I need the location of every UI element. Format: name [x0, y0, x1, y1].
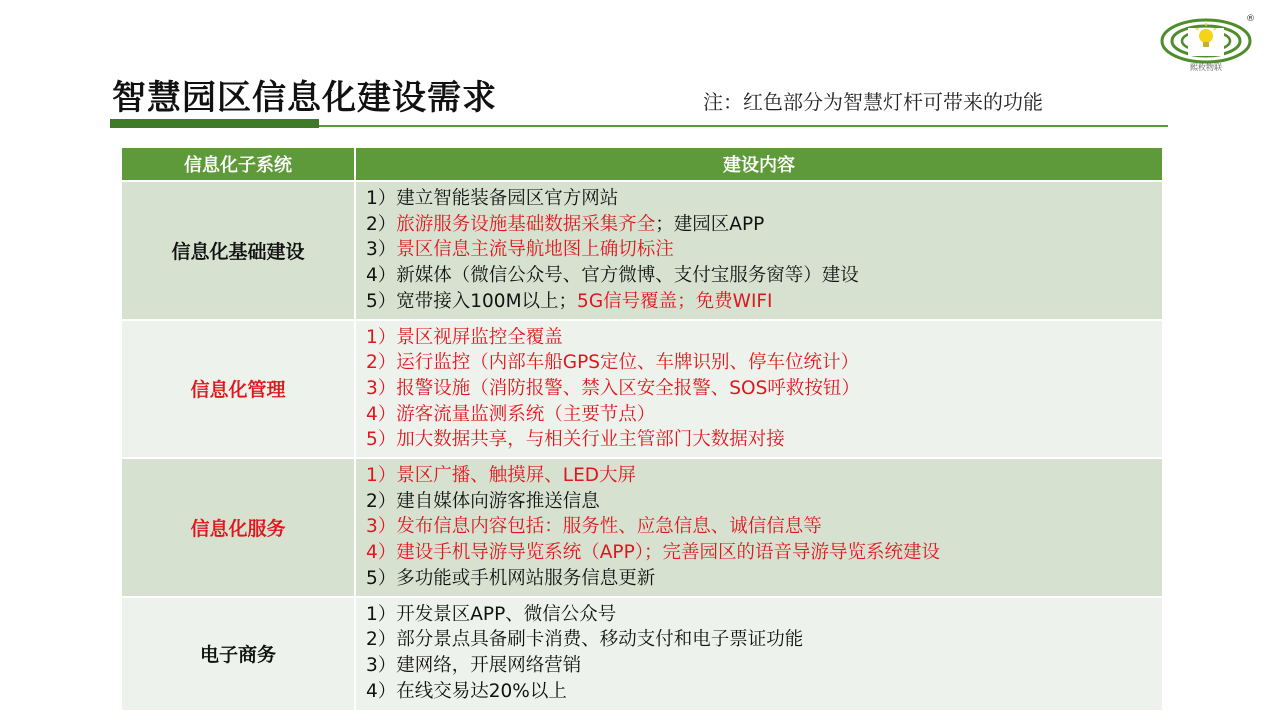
logo-text: 熙枚物联	[1190, 63, 1222, 72]
content-line	[366, 540, 1162, 566]
requirements-table	[120, 146, 1164, 712]
content-text: 4）新媒体（微信公众号、官方微博、支付宝服务窗等）建设	[366, 265, 859, 287]
title-accent-bar	[110, 119, 319, 128]
content-line	[366, 427, 1162, 453]
content-text: 景区信息主流导航地图上确切标注	[396, 239, 674, 261]
content-text: 4）游客流量监测系统（主要节点）	[366, 403, 656, 425]
content-text: 3）	[366, 239, 397, 261]
content-text: 1）开发景区APP、微信公众号	[366, 603, 617, 625]
content-text: 5）加大数据共享，与相关行业主管部门大数据对接	[366, 429, 785, 451]
page-title: 智慧园区信息化建设需求	[112, 78, 497, 118]
content-line	[366, 263, 1162, 289]
header-content: 建设内容	[355, 147, 1163, 181]
table-row	[121, 597, 1163, 711]
content-text: 2）运行监控（内部车船GPS定位、车牌识别、停车位统计）	[366, 352, 860, 374]
content-line	[366, 237, 1162, 263]
content-text: 1）景区视屏监控全覆盖	[366, 326, 563, 348]
subsystem-cell: 信息化服务	[121, 458, 355, 597]
content-text: 2）建自媒体向游客推送信息	[366, 490, 600, 512]
content-text: 1）景区广播、触摸屏、LED大屏	[366, 465, 637, 487]
content-text: 5）宽带接入100M以上；	[366, 290, 578, 312]
content-line	[366, 463, 1162, 489]
red-note: 注：红色部分为智慧灯杆可带来的功能	[703, 90, 1043, 114]
content-cell	[355, 181, 1163, 320]
header-subsystem: 信息化子系统	[121, 147, 355, 181]
content-text: 2）部分景点具备刷卡消费、移动支付和电子票证功能	[366, 629, 804, 651]
content-line	[366, 289, 1162, 315]
content-line	[366, 402, 1162, 428]
content-text: 旅游服务设施基础数据采集齐全	[396, 213, 656, 235]
content-line	[366, 627, 1162, 653]
content-line	[366, 186, 1162, 212]
content-line	[366, 679, 1162, 705]
table-row	[121, 458, 1163, 597]
content-line	[366, 212, 1162, 238]
content-text: 1）建立智能装备园区官方网站	[366, 188, 619, 209]
subsystem-cell: 电子商务	[121, 597, 355, 711]
content-line	[366, 566, 1162, 592]
subsystem-cell: 信息化管理	[121, 320, 355, 459]
content-cell	[355, 320, 1163, 459]
content-text: 3）建网络，开展网络营销	[366, 654, 582, 676]
table-row	[121, 320, 1163, 459]
table-row	[121, 181, 1163, 320]
content-text: 5G信号覆盖；免费WIFI	[577, 290, 773, 312]
table-header-row	[121, 147, 1163, 181]
content-line	[366, 376, 1162, 402]
content-line	[366, 489, 1162, 515]
content-line	[366, 653, 1162, 679]
content-text: 4）在线交易达20%以上	[366, 680, 567, 702]
content-text: 3）报警设施（消防报警、禁入区安全报警、SOS呼救按钮）	[366, 377, 860, 399]
content-line	[366, 350, 1162, 376]
content-text: 4）建设手机导游导览系统（APP）；完善园区的语音导游导览系统建设	[366, 542, 940, 564]
content-text: 3）发布信息内容包括：服务性、应急信息、诚信信息等	[366, 516, 822, 538]
registered-mark: ®	[1246, 14, 1255, 24]
content-line	[366, 325, 1162, 351]
content-line	[366, 602, 1162, 628]
content-text: ；建园区APP	[655, 213, 765, 235]
content-text: 5）多功能或手机网站服务信息更新	[366, 567, 656, 589]
subsystem-cell: 信息化基础建设	[121, 181, 355, 320]
content-cell	[355, 597, 1163, 711]
content-cell	[355, 458, 1163, 597]
content-line	[366, 514, 1162, 540]
content-text: 2）	[366, 213, 397, 235]
